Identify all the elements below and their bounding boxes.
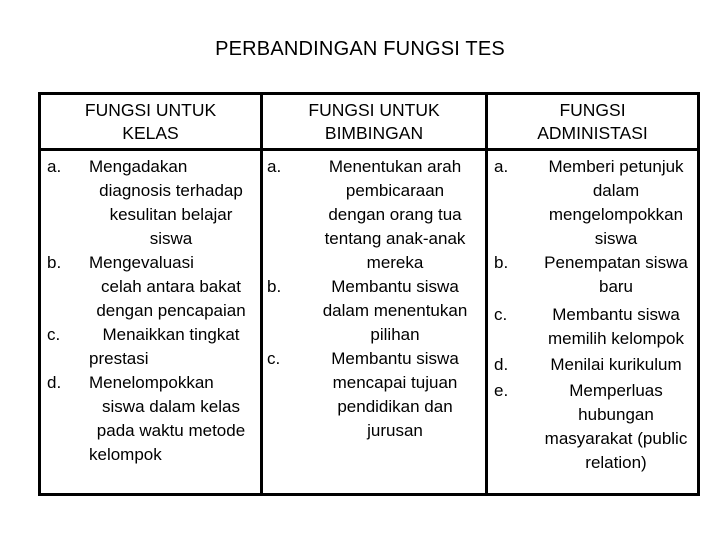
item-marker: a. — [47, 157, 62, 176]
item-line: Mengevaluasi — [89, 253, 194, 272]
header-administasi — [488, 95, 697, 148]
item-line: pendidikan dan — [337, 397, 453, 416]
item-line: mencapai tujuan — [332, 373, 458, 392]
item-line: Menaikkan tingkat — [102, 325, 240, 344]
header-line: FUNGSI — [559, 99, 626, 120]
column-kelas — [47, 155, 257, 467]
item-line: Mengadakan — [89, 157, 188, 176]
item-line: relation) — [585, 453, 647, 472]
header-line: BIMBINGAN — [324, 122, 424, 143]
list-item — [47, 371, 257, 395]
list-item-continuation — [47, 179, 257, 251]
comparison-table — [38, 92, 700, 496]
item-marker: b. — [47, 253, 62, 272]
item-line: Membantu siswa — [552, 305, 680, 324]
list-item — [267, 275, 483, 347]
item-marker: d. — [494, 355, 509, 374]
item-marker: c. — [267, 349, 281, 368]
item-line: siswa — [149, 229, 193, 248]
item-line: celah antara bakat — [101, 277, 241, 296]
list-item-continuation — [47, 347, 257, 371]
list-item-continuation — [47, 443, 257, 467]
item-marker: c. — [47, 325, 61, 344]
item-marker: b. — [267, 277, 282, 296]
item-line: Menelompokkan — [89, 373, 214, 392]
item-line: dengan orang tua — [328, 205, 462, 224]
item-line: prestasi — [89, 349, 149, 368]
item-line: pada waktu metode — [96, 421, 246, 440]
item-marker: a. — [494, 157, 509, 176]
page-title: PERBANDINGAN FUNGSI TES — [215, 38, 505, 60]
item-line: Menentukan arah — [328, 157, 462, 176]
column-administasi — [494, 155, 698, 475]
item-line: dengan pencapaian — [96, 301, 246, 320]
item-marker: c. — [494, 305, 508, 324]
list-item — [47, 155, 257, 179]
header-divider — [41, 148, 697, 151]
list-item — [494, 379, 698, 475]
list-item — [47, 323, 257, 347]
item-line: Memberi petunjuk — [548, 157, 684, 176]
column-bimbingan — [267, 155, 483, 443]
header-line: ADMINISTASI — [537, 122, 648, 143]
list-item — [494, 303, 698, 351]
item-line: pembicaraan — [345, 181, 445, 200]
item-line: Membantu siswa — [331, 277, 459, 296]
header-line: FUNGSI UNTUK — [84, 99, 217, 120]
list-item-continuation — [47, 275, 257, 323]
item-line: memilih kelompok — [547, 329, 685, 348]
item-line: Membantu siswa — [331, 349, 459, 368]
item-line: pilihan — [370, 325, 420, 344]
item-line: Memperluas — [569, 381, 663, 400]
item-line: jurusan — [367, 421, 423, 440]
item-line: Menilai kurikulum — [550, 355, 682, 374]
list-item — [267, 347, 483, 443]
item-line: dalam — [592, 181, 640, 200]
list-item-continuation — [47, 395, 257, 443]
header-kelas — [41, 95, 260, 148]
item-line: Penempatan siswa — [544, 253, 688, 272]
item-line: mereka — [366, 253, 424, 272]
list-item — [494, 155, 698, 251]
list-item — [494, 251, 698, 299]
header-line: KELAS — [122, 122, 179, 143]
list-item — [47, 251, 257, 275]
item-line: mengelompokkan — [548, 205, 684, 224]
item-line: diagnosis terhadap — [99, 181, 243, 200]
item-line: hubungan — [578, 405, 654, 424]
list-item — [494, 353, 698, 377]
item-marker: a. — [267, 157, 282, 176]
item-line: tentang anak-anak — [324, 229, 466, 248]
item-line: kelompok — [89, 445, 162, 464]
list-item — [267, 155, 483, 275]
item-line: masyarakat (public — [544, 429, 688, 448]
item-line: siswa — [594, 229, 638, 248]
column-divider — [260, 95, 263, 493]
item-line: dalam menentukan — [322, 301, 468, 320]
item-marker: e. — [494, 381, 509, 400]
item-marker: b. — [494, 253, 509, 272]
item-line: baru — [598, 277, 634, 296]
item-line: kesulitan belajar — [109, 205, 233, 224]
item-line: siswa dalam kelas — [102, 397, 240, 416]
header-line: FUNGSI UNTUK — [308, 99, 440, 120]
header-bimbingan — [263, 95, 485, 148]
column-divider — [485, 95, 488, 493]
item-marker: d. — [47, 373, 62, 392]
